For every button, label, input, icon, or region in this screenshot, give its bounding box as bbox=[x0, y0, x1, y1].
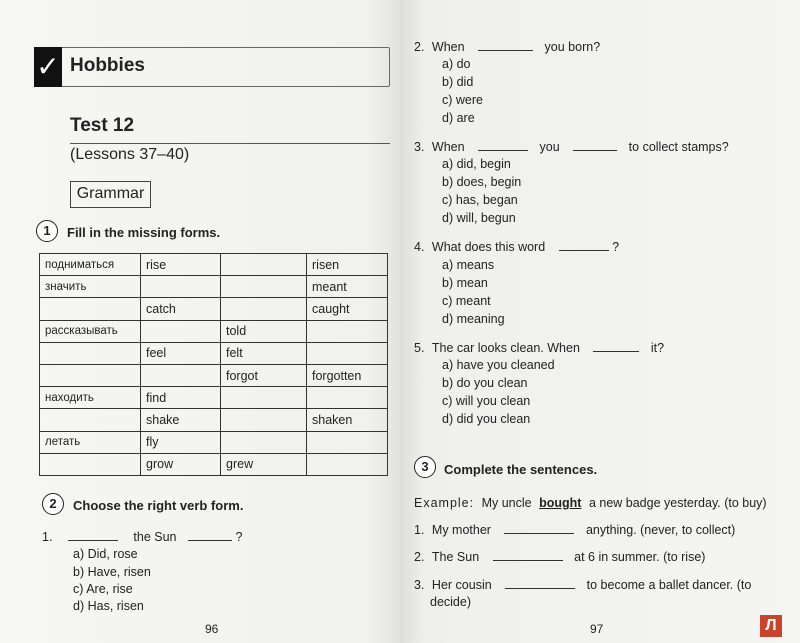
option[interactable]: c) has, began bbox=[442, 193, 518, 207]
question-1 bbox=[42, 530, 242, 544]
table-cell[interactable] bbox=[307, 431, 388, 453]
answer-blank[interactable] bbox=[493, 550, 563, 561]
page-number: 96 bbox=[205, 622, 219, 636]
question-text: you born? bbox=[544, 40, 601, 54]
table-cell: feel bbox=[141, 342, 221, 364]
question-text: When bbox=[431, 40, 465, 54]
table-cell: felt bbox=[221, 342, 307, 364]
table-row bbox=[40, 298, 388, 320]
table-cell[interactable] bbox=[141, 364, 221, 386]
question-3 bbox=[414, 140, 729, 154]
table-cell[interactable] bbox=[221, 431, 307, 453]
table-cell[interactable] bbox=[141, 320, 221, 342]
answer-blank[interactable] bbox=[559, 240, 609, 251]
lessons-range: (Lessons 37–40) bbox=[70, 146, 190, 163]
question-text: the Sun bbox=[133, 530, 177, 544]
example-label: Example: bbox=[414, 496, 475, 510]
table-cell: forgotten bbox=[307, 364, 388, 386]
table-cell: shaken bbox=[307, 409, 388, 431]
task-number-1: 1 bbox=[36, 220, 58, 242]
grammar-label: Grammar bbox=[70, 181, 151, 208]
table-row bbox=[40, 364, 388, 386]
table-cell[interactable] bbox=[221, 254, 307, 276]
table-cell[interactable] bbox=[40, 342, 141, 364]
answer-blank[interactable] bbox=[188, 530, 232, 541]
table-cell: find bbox=[141, 387, 221, 409]
table-row bbox=[40, 276, 388, 298]
option[interactable]: c) meant bbox=[442, 294, 491, 308]
option[interactable]: c) were bbox=[442, 93, 483, 107]
question-number: 5. bbox=[414, 341, 425, 355]
table-cell: risen bbox=[307, 254, 388, 276]
answer-blank[interactable] bbox=[573, 140, 617, 151]
checkmark-icon: ✓ bbox=[34, 47, 62, 87]
verb-forms-table bbox=[39, 253, 388, 476]
sentence-text: anything. (never, to collect) bbox=[585, 523, 736, 537]
table-cell: shake bbox=[141, 409, 221, 431]
table-cell[interactable] bbox=[221, 387, 307, 409]
question-number: 4. bbox=[414, 240, 425, 254]
answer-blank[interactable] bbox=[504, 523, 574, 534]
table-cell[interactable] bbox=[221, 276, 307, 298]
question-4 bbox=[414, 240, 619, 254]
sentence-number: 1. bbox=[414, 523, 425, 537]
sentence-1 bbox=[414, 523, 735, 537]
answer-blank[interactable] bbox=[68, 530, 118, 541]
question-2 bbox=[414, 40, 600, 54]
table-cell: рассказывать bbox=[40, 320, 141, 342]
table-cell[interactable] bbox=[307, 342, 388, 364]
task-title-3: Complete the sentences. bbox=[444, 462, 598, 477]
question-text: to collect stamps? bbox=[628, 140, 729, 154]
question-text: it? bbox=[650, 341, 665, 355]
option[interactable]: b) mean bbox=[442, 276, 488, 290]
table-cell[interactable] bbox=[307, 320, 388, 342]
question-text: you bbox=[539, 140, 560, 154]
table-cell[interactable] bbox=[40, 298, 141, 320]
table-cell[interactable] bbox=[307, 387, 388, 409]
table-row bbox=[40, 320, 388, 342]
table-cell: forgot bbox=[221, 364, 307, 386]
table-row bbox=[40, 342, 388, 364]
option[interactable]: b) Have, risen bbox=[73, 565, 151, 579]
sentence-3-continued: decide) bbox=[430, 595, 471, 609]
test-title: Test 12 bbox=[70, 115, 135, 136]
sentence-text: Her cousin bbox=[431, 578, 492, 592]
option[interactable]: b) does, begin bbox=[442, 175, 522, 189]
question-text: What does this word bbox=[431, 240, 546, 254]
question-number: 1. bbox=[42, 530, 53, 544]
publisher-logo: Л bbox=[760, 615, 782, 637]
table-cell: летать bbox=[40, 431, 141, 453]
table-cell: rise bbox=[141, 254, 221, 276]
table-cell: told bbox=[221, 320, 307, 342]
table-cell: значить bbox=[40, 276, 141, 298]
option[interactable]: d) Has, risen bbox=[73, 599, 144, 613]
task-number-2: 2 bbox=[42, 493, 64, 515]
table-cell[interactable] bbox=[40, 409, 141, 431]
option[interactable]: a) Did, rose bbox=[73, 547, 138, 561]
table-row bbox=[40, 387, 388, 409]
option[interactable]: d) will, begun bbox=[442, 211, 516, 225]
option[interactable]: b) do you clean bbox=[442, 376, 528, 390]
table-cell[interactable] bbox=[307, 453, 388, 475]
right-page bbox=[400, 0, 800, 643]
task-number-3: 3 bbox=[414, 456, 436, 478]
answer-blank[interactable] bbox=[593, 341, 639, 352]
page-number: 97 bbox=[590, 622, 604, 636]
table-cell[interactable] bbox=[221, 298, 307, 320]
option[interactable]: d) did you clean bbox=[442, 412, 531, 426]
task-title-2: Choose the right verb form. bbox=[73, 498, 244, 513]
option[interactable]: a) do bbox=[442, 57, 471, 71]
option[interactable]: a) means bbox=[442, 258, 495, 272]
table-cell: fly bbox=[141, 431, 221, 453]
table-cell: meant bbox=[307, 276, 388, 298]
answer-blank[interactable] bbox=[478, 140, 528, 151]
divider bbox=[70, 143, 390, 144]
sentence-2 bbox=[414, 550, 705, 564]
question-text: ? bbox=[612, 240, 620, 254]
option[interactable]: b) did bbox=[442, 75, 474, 89]
table-cell: grew bbox=[221, 453, 307, 475]
example-text: My uncle bbox=[481, 496, 532, 510]
question-text: When bbox=[431, 140, 465, 154]
table-row bbox=[40, 431, 388, 453]
option[interactable]: c) will you clean bbox=[442, 394, 531, 408]
option[interactable]: d) meaning bbox=[442, 312, 505, 326]
sentence-3 bbox=[414, 578, 751, 592]
answer-blank[interactable] bbox=[478, 40, 533, 51]
sentence-number: 3. bbox=[414, 578, 425, 592]
table-cell: grow bbox=[141, 453, 221, 475]
table-cell[interactable] bbox=[40, 453, 141, 475]
sentence-text: The Sun bbox=[431, 550, 480, 564]
table-cell[interactable] bbox=[141, 276, 221, 298]
question-5 bbox=[414, 341, 664, 355]
question-number: 3. bbox=[414, 140, 425, 154]
table-cell[interactable] bbox=[40, 364, 141, 386]
sentence-text: at 6 in summer. (to rise) bbox=[574, 550, 706, 564]
table-row bbox=[40, 254, 388, 276]
example-sentence bbox=[414, 496, 767, 510]
question-text: The car looks clean. When bbox=[431, 341, 580, 355]
question-end: ? bbox=[235, 530, 243, 544]
answer-blank[interactable] bbox=[505, 578, 575, 589]
table-cell: caught bbox=[307, 298, 388, 320]
option[interactable]: c) Are, rise bbox=[73, 582, 133, 596]
table-row bbox=[40, 409, 388, 431]
question-number: 2. bbox=[414, 40, 425, 54]
option[interactable]: d) are bbox=[442, 111, 475, 125]
sentence-text: to become a ballet dancer. (to bbox=[586, 578, 752, 592]
table-row bbox=[40, 453, 388, 475]
option[interactable]: a) have you cleaned bbox=[442, 358, 555, 372]
table-cell: подниматься bbox=[40, 254, 141, 276]
option[interactable]: a) did, begin bbox=[442, 157, 511, 171]
sentence-number: 2. bbox=[414, 550, 425, 564]
sentence-text: My mother bbox=[431, 523, 491, 537]
example-answer: bought bbox=[539, 496, 582, 510]
table-cell[interactable] bbox=[221, 409, 307, 431]
table-cell: находить bbox=[40, 387, 141, 409]
table-cell: catch bbox=[141, 298, 221, 320]
task-title-1: Fill in the missing forms. bbox=[67, 225, 221, 240]
example-text: a new badge yesterday. (to buy) bbox=[588, 496, 767, 510]
section-title: Hobbies bbox=[70, 55, 145, 76]
